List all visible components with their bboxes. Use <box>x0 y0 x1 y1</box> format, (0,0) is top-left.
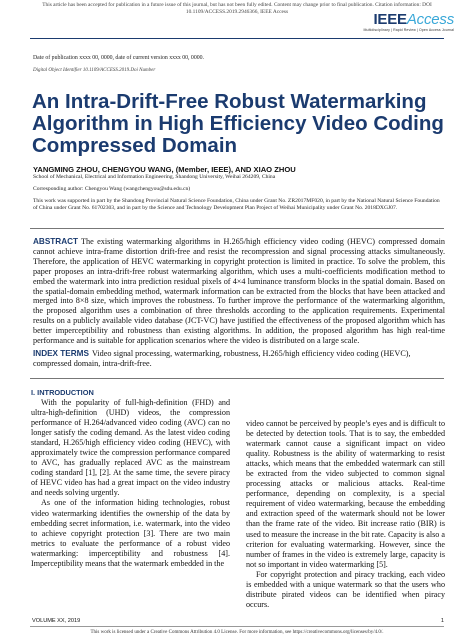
section-heading: I. INTRODUCTION <box>31 388 94 397</box>
index-terms-label: INDEX TERMS <box>33 349 89 358</box>
paper-title: An Intra-Drift-Free Robust Watermarking Algorithm in High Efficiency Video Coding Compressed Domain <box>32 90 444 157</box>
logo-access-text: Access <box>406 11 454 28</box>
index-terms-text: Video signal processing, watermarking, robustness, H.265/high efficiency video coding (HEVC), compressed domain, intra-drift-free. <box>33 349 411 368</box>
affiliation: School of Mechanical, Electrical and Information Engineering, Shandong University, Weihai 264209, China <box>33 174 276 180</box>
abstract <box>33 237 445 346</box>
notice-line-2: 10.1109/ACCESS.2019.2946366, IEEE Access <box>185 9 289 15</box>
logo-tagline: Multidisciplinary | Rapid Review | Open Access Journal <box>363 28 454 32</box>
notice-line-1: This article has been accepted for publication in a future issue of this journal, but has not been fully edited. Content may change prior to final publication. Citation information: DOI <box>42 2 432 8</box>
abstract-rule <box>30 228 444 229</box>
paragraph: With the popularity of full-high-definition (FHD) and ultra-high-definition (UHD) videos, the compression performance of H.264/advanced video coding (AVC) can no longer satisfy the coding demand. As the latest video coding standard, H.265/high efficiency video coding (HEVC), with approximately twice the compression performance compared to AVC, has gradually replaced AVC as the mainstream coding standard [1], [2]. At the same time, the severe piracy of HEVC video has had a great impact on the video industry and needs solving urgently. <box>31 398 230 498</box>
page-number: 1 <box>440 618 444 624</box>
license-note: This work is licensed under a Creative Commons Attribution 4.0 License. For more information, see https://creativecommons.org/licenses/by/4.0/. <box>90 630 384 635</box>
header-rule <box>30 38 444 39</box>
doi-line: Digital Object Identifier 10.1109/ACCESS.2019.Doi Number <box>33 68 156 73</box>
abstract-label: ABSTRACT <box>33 237 79 246</box>
index-terms <box>33 349 445 369</box>
abstract-text: The existing watermarking algorithms in H.265/high efficiency video coding (HEVC) compressed domain cannot achieve intra-frame distortion drift-free and resist the recompression and signal processing attacks simultaneously. Therefore, the application of HEVC watermarking in copyright protection is limited in practice. To solve the problem, this paper proposes an intra-drift-free robust watermarking algorithm, which uses a multi-coefficients modification method to embed the watermark into intra prediction residual pixels of 4×4 luminance transform blocks in the spatial domain. Based on the spatial-domain embedding method, watermark information can be extracted from the blocks that have been attacked and merged into 8×8 size, which improves the robustness. To further improve the performance of the watermarking algorithm, the proposed algorithm uses a combination of three thresholds according to the application requirements. Experimental results on a publicly available video database (JCT-VC) have justified the effectiveness of the proposed algorithm which has better imperceptibility and robustness than existing algorithms. In addition, the proposed algorithm has high real-time performance and is suitable for application scenarios where the video is distributed on a large scale. <box>33 237 445 346</box>
publication-dates: Date of publication xxxx 00, 0000, date of current version xxxx 00, 0000. <box>33 55 204 61</box>
paragraph: As one of the information hiding technologies, robust video watermarking identifies the ownership of the data by embedding secret information, i.e. watermark, into the video to achieve copyright protection [3]. There are two main metrics to evaluate the performance of a robust video watermarking: imperceptibility and robustness [4]. Imperceptibility means that the watermark embedded in the <box>31 498 230 568</box>
right-column <box>246 419 445 610</box>
corresponding-author: Corresponding author: Chengyou Wang (wangchengyou@sdu.edu.cn) <box>33 186 191 192</box>
volume-label: VOLUME XX, 2019 <box>32 618 81 624</box>
funding-note: This work was supported in part by the Shandong Provincial Natural Science Foundation, China under Grant No. ZR2017MF020, in part by the National Natural Science Foundation of China under Grant No. 61702303, and in part by the Science and Technology Development Plan Project of Weihai Municipality under Grant No. 2018DXGJ07. <box>33 198 440 211</box>
left-column <box>31 398 230 569</box>
author-list: YANGMING ZHOU, CHENGYOU WANG, (Member, IEEE), AND XIAO ZHOU <box>33 165 296 174</box>
paragraph: video cannot be perceived by people’s eyes and is difficult to be detected by detection tools. That is to say, the embedded watermark cannot cause a significant impact on video quality. Robustness is the ability of watermarking to resist attacks, which means that the embedded watermark can still be extracted from the video subjected to common signal processing attacks or malicious attacks. Real-time performance, depending on complexity, is a special requirement of video watermarking, because the embedding and extraction speed of the watermark should not be lower than the frame rate of the video. Bit increase ratio (BIR) is used to measure the increase in the bit rate. Capacity is also a criterion for evaluating watermarking. However, since the number of frames in the video is extremely large, capacity is not so important in video watermarking [5]. <box>246 419 445 569</box>
logo-ieee-text: IEEE <box>373 11 407 28</box>
footer-rule <box>30 626 444 627</box>
section-rule <box>30 378 444 379</box>
journal-logo <box>364 12 454 32</box>
paragraph: For copyright protection and piracy tracking, each video is embedded with a unique watermark so that the users who distribute pirated videos can be identified when piracy occurs. <box>246 569 445 609</box>
